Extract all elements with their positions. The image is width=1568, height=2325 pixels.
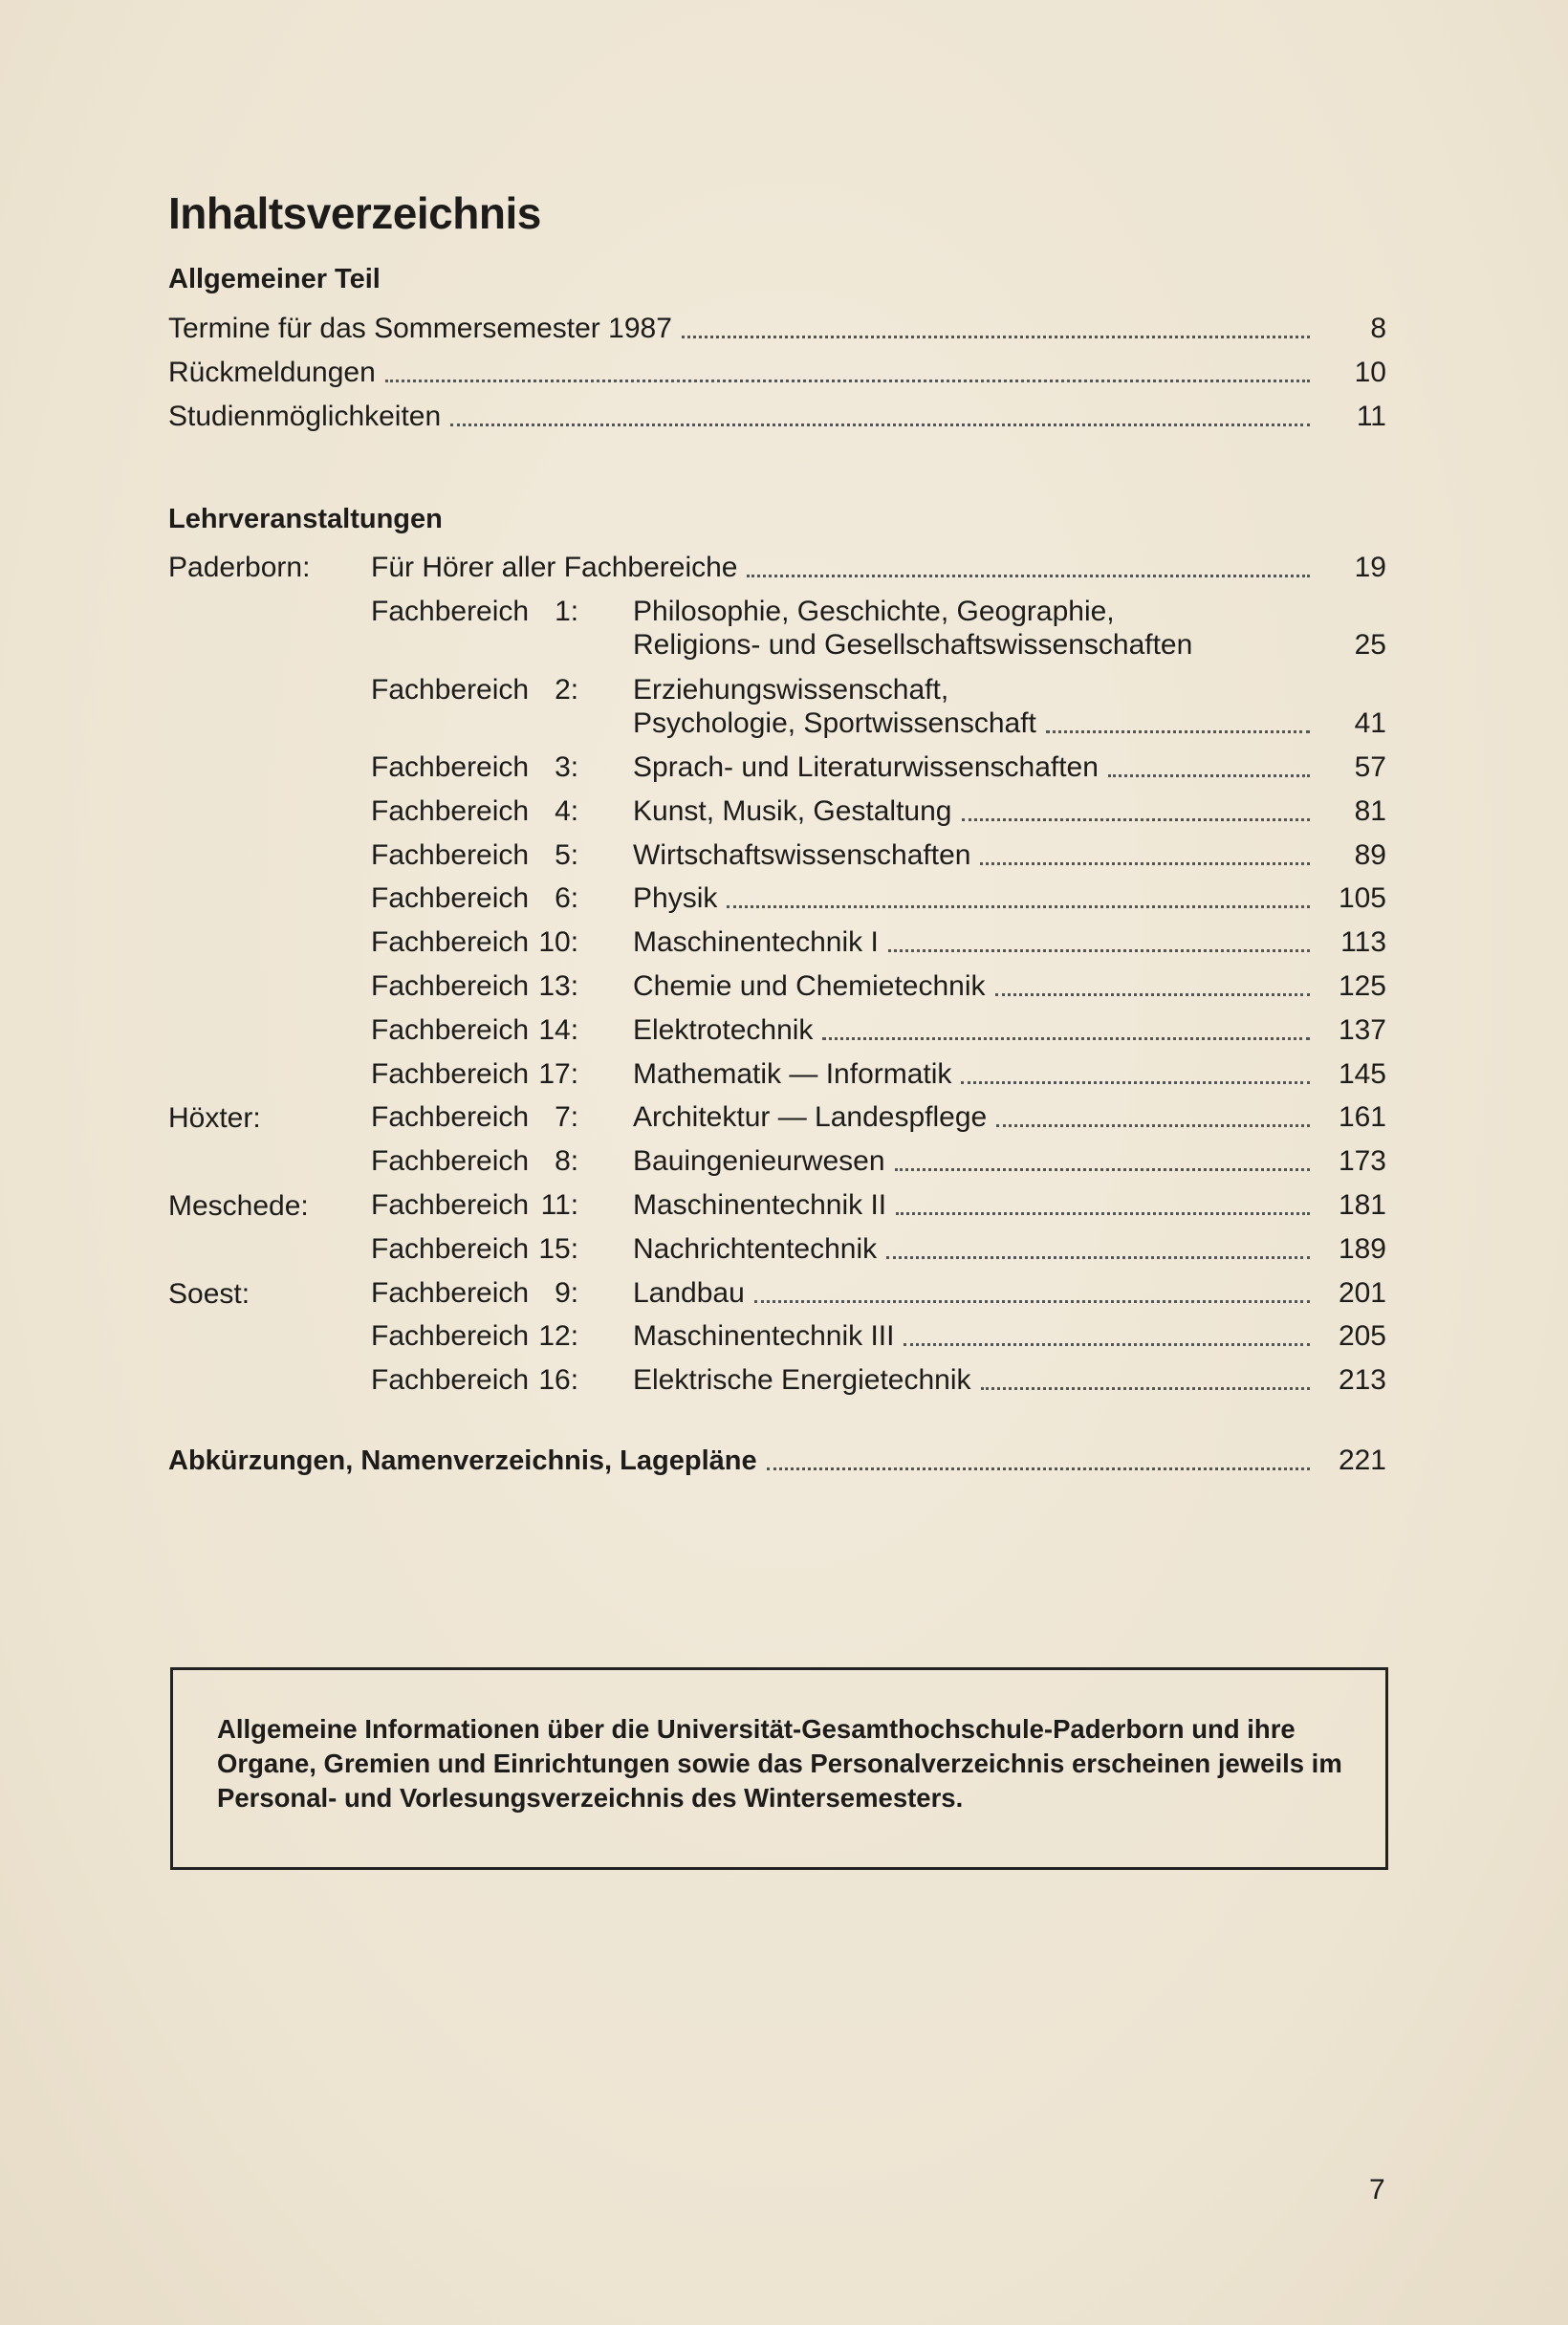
place-paderborn: Paderborn: — [168, 552, 311, 583]
faculty-label — [371, 923, 578, 962]
toc-entry-text: Elektrische Energietechnik — [633, 1364, 971, 1396]
toc-entry-page: 181 — [1338, 1189, 1386, 1221]
faculty-label — [371, 1230, 578, 1269]
toc-entry-text-line1: Philosophie, Geschichte, Geographie, — [633, 596, 1115, 627]
toc-entry-text: Rückmeldungen — [168, 357, 376, 388]
info-box — [170, 1667, 1388, 1870]
toc-entry[interactable] — [633, 1230, 1386, 1269]
faculty-label — [371, 1317, 578, 1356]
toc-entry-page: 11 — [1356, 401, 1386, 432]
faculty-label — [371, 793, 578, 831]
dot-leader — [886, 1256, 1310, 1259]
dot-leader — [747, 575, 1310, 577]
faculty-label — [371, 749, 578, 787]
toc-entry-text: Mathematik — Informatik — [633, 1058, 952, 1090]
toc-entry-text: Sprach- und Literaturwissenschaften — [633, 751, 1099, 783]
toc-entry-page: 25 — [1354, 629, 1386, 661]
faculty-number: 11: — [540, 1189, 579, 1221]
toc-entry-text: Maschinentechnik III — [633, 1320, 895, 1352]
place-soest: Soest: — [168, 1278, 250, 1310]
toc-entry-page: 189 — [1338, 1233, 1386, 1265]
faculty-label — [371, 593, 578, 631]
faculty-label — [371, 671, 578, 709]
faculty-number: 17: — [538, 1058, 579, 1090]
toc-entry-text: Studienmöglichkeiten — [168, 401, 442, 432]
dot-leader — [450, 424, 1310, 426]
faculty-label — [371, 1361, 578, 1400]
toc-entry[interactable] — [633, 1098, 1386, 1137]
dot-leader — [767, 1467, 1310, 1470]
toc-entry-text: Psychologie, Sportwissenschaft — [633, 707, 1036, 739]
place-meschede: Meschede: — [168, 1190, 309, 1222]
faculty-number: 1: — [555, 596, 579, 627]
toc-entry[interactable] — [633, 967, 1386, 1006]
faculty-word: Fachbereich — [371, 839, 530, 871]
toc-entry-text: Maschinentechnik II — [633, 1189, 887, 1221]
faculty-word: Fachbereich — [371, 1189, 530, 1221]
dot-leader — [895, 1168, 1310, 1171]
faculty-label — [371, 1011, 578, 1050]
toc-entry[interactable] — [168, 398, 1386, 436]
faculty-label — [371, 837, 578, 875]
dot-leader — [995, 993, 1310, 996]
faculty-word: Fachbereich — [371, 751, 530, 783]
toc-entry-text: Maschinentechnik I — [633, 926, 879, 958]
faculty-word: Fachbereich — [371, 596, 530, 627]
faculty-word: Fachbereich — [371, 1145, 530, 1177]
toc-entry-text: Elektrotechnik — [633, 1014, 814, 1046]
toc-entry-text: Termine für das Sommersemester 1987 — [168, 313, 672, 344]
faculty-number: 8: — [555, 1145, 579, 1177]
faculty-number: 10: — [538, 926, 579, 958]
dot-leader — [385, 380, 1310, 382]
toc-entry[interactable] — [168, 310, 1386, 348]
dot-leader — [754, 1300, 1310, 1303]
dot-leader — [961, 1081, 1310, 1084]
toc-entry[interactable] — [633, 923, 1386, 962]
toc-entry[interactable] — [633, 1361, 1386, 1400]
faculty-label — [371, 1055, 578, 1094]
dot-leader — [981, 1387, 1310, 1390]
toc-entry-page: 221 — [1338, 1445, 1386, 1476]
toc-entry-page: 145 — [1338, 1058, 1386, 1090]
toc-entry[interactable] — [168, 354, 1386, 392]
faculty-label — [371, 967, 578, 1006]
toc-entry[interactable] — [633, 793, 1386, 831]
toc-entry-text: Nachrichtentechnik — [633, 1233, 878, 1265]
page-title: Inhaltsverzeichnis — [168, 188, 541, 238]
faculty-word: Fachbereich — [371, 1058, 530, 1090]
faculty-number: 14: — [538, 1014, 579, 1046]
toc-entry[interactable] — [633, 1055, 1386, 1094]
faculty-word: Fachbereich — [371, 1364, 530, 1396]
toc-entry-page: 105 — [1338, 882, 1386, 914]
toc-entry[interactable] — [633, 749, 1386, 787]
dot-leader — [980, 862, 1310, 865]
faculty-number: 3: — [555, 751, 579, 783]
toc-entry-page: 81 — [1354, 795, 1386, 827]
toc-entry-page: 8 — [1370, 313, 1386, 344]
toc-entry-page: 161 — [1338, 1101, 1386, 1133]
toc-entry[interactable] — [633, 1142, 1386, 1181]
toc-entry-text: Religions- und Gesellschaftswissenschaften — [633, 629, 1193, 661]
toc-entry[interactable] — [633, 1011, 1386, 1050]
faculty-number: 4: — [555, 795, 579, 827]
page-number: 7 — [1369, 2174, 1385, 2205]
faculty-number: 2: — [555, 674, 579, 706]
toc-entry[interactable] — [633, 626, 1386, 664]
faculty-word: Fachbereich — [371, 882, 530, 914]
toc-entry-page: 213 — [1338, 1364, 1386, 1396]
faculty-word: Fachbereich — [371, 674, 530, 706]
info-box-text: Allgemeine Informationen über die Universität-Gesamthochschule-Paderborn und ihre Organe, Gremien und Einrichtungen sowie das Personalverzeichnis erscheinen jeweils im Personal- und Vorlesungsverzeichnis des Wintersemesters. — [217, 1714, 1342, 1813]
faculty-label — [371, 1142, 578, 1181]
toc-entry-page: 10 — [1354, 357, 1386, 388]
faculty-word: Fachbereich — [371, 1101, 530, 1133]
toc-entry-text: Abkürzungen, Namenverzeichnis, Lagepläne — [168, 1445, 757, 1476]
place-hoexter: Höxter: — [168, 1102, 261, 1134]
toc-entry-text: Physik — [633, 882, 718, 914]
toc-entry-page: 125 — [1338, 970, 1386, 1002]
toc-entry-page: 137 — [1338, 1014, 1386, 1046]
faculty-number: 6: — [555, 882, 579, 914]
faculty-number: 12: — [538, 1320, 579, 1352]
toc-entry-page: 205 — [1338, 1320, 1386, 1352]
dot-leader — [996, 1124, 1310, 1127]
dot-leader — [1046, 730, 1310, 733]
toc-entry-text: Für Hörer aller Fachbereiche — [371, 552, 738, 583]
toc-entry[interactable] — [371, 549, 1386, 587]
dot-leader — [888, 949, 1310, 952]
faculty-number: 15: — [538, 1233, 579, 1265]
faculty-number: 9: — [555, 1277, 579, 1309]
faculty-number: 13: — [538, 970, 579, 1002]
faculty-label — [371, 880, 578, 918]
toc-entry[interactable] — [633, 1274, 1386, 1313]
toc-entry-page: 57 — [1354, 751, 1386, 783]
toc-entry[interactable] — [168, 1442, 1386, 1480]
faculty-number: 5: — [555, 839, 579, 871]
toc-entry[interactable] — [633, 705, 1386, 743]
faculty-word: Fachbereich — [371, 1320, 530, 1352]
toc-entry-page: 89 — [1354, 839, 1386, 871]
toc-entry[interactable] — [633, 880, 1386, 918]
toc-entry-page: 113 — [1340, 926, 1386, 958]
faculty-word: Fachbereich — [371, 1233, 530, 1265]
toc-entry-text-line1: Erziehungswissenschaft, — [633, 674, 949, 706]
toc-entry-text: Kunst, Musik, Gestaltung — [633, 795, 952, 827]
dot-leader — [682, 336, 1310, 338]
faculty-word: Fachbereich — [371, 1277, 530, 1309]
toc-entry-text: Landbau — [633, 1277, 745, 1309]
toc-entry-page: 19 — [1354, 552, 1386, 583]
toc-entry-text: Bauingenieurwesen — [633, 1145, 885, 1177]
dot-leader — [962, 818, 1311, 821]
faculty-number: 16: — [538, 1364, 579, 1396]
faculty-label — [371, 1098, 578, 1137]
toc-entry-page: 41 — [1354, 707, 1386, 739]
dot-leader — [1108, 774, 1310, 777]
dot-leader — [896, 1212, 1310, 1215]
dot-leader — [727, 905, 1310, 908]
faculty-word: Fachbereich — [371, 795, 530, 827]
toc-entry-text: Chemie und Chemietechnik — [633, 970, 986, 1002]
toc-entry[interactable] — [633, 1317, 1386, 1356]
faculty-label — [371, 1274, 578, 1313]
courses-heading: Lehrveranstaltungen — [168, 504, 443, 534]
toc-entry-page: 173 — [1338, 1145, 1386, 1177]
toc-entry-page: 201 — [1338, 1277, 1386, 1309]
faculty-label — [371, 1186, 578, 1225]
general-heading: Allgemeiner Teil — [168, 264, 381, 294]
toc-entry-text: Architektur — Landespflege — [633, 1101, 988, 1133]
faculty-number: 7: — [555, 1101, 579, 1133]
toc-entry-text: Wirtschaftswissenschaften — [633, 839, 971, 871]
toc-entry[interactable] — [633, 837, 1386, 875]
faculty-word: Fachbereich — [371, 970, 530, 1002]
toc-entry[interactable] — [633, 1186, 1386, 1225]
dot-leader — [904, 1343, 1310, 1346]
faculty-word: Fachbereich — [371, 1014, 530, 1046]
dot-leader — [822, 1037, 1310, 1040]
faculty-word: Fachbereich — [371, 926, 530, 958]
